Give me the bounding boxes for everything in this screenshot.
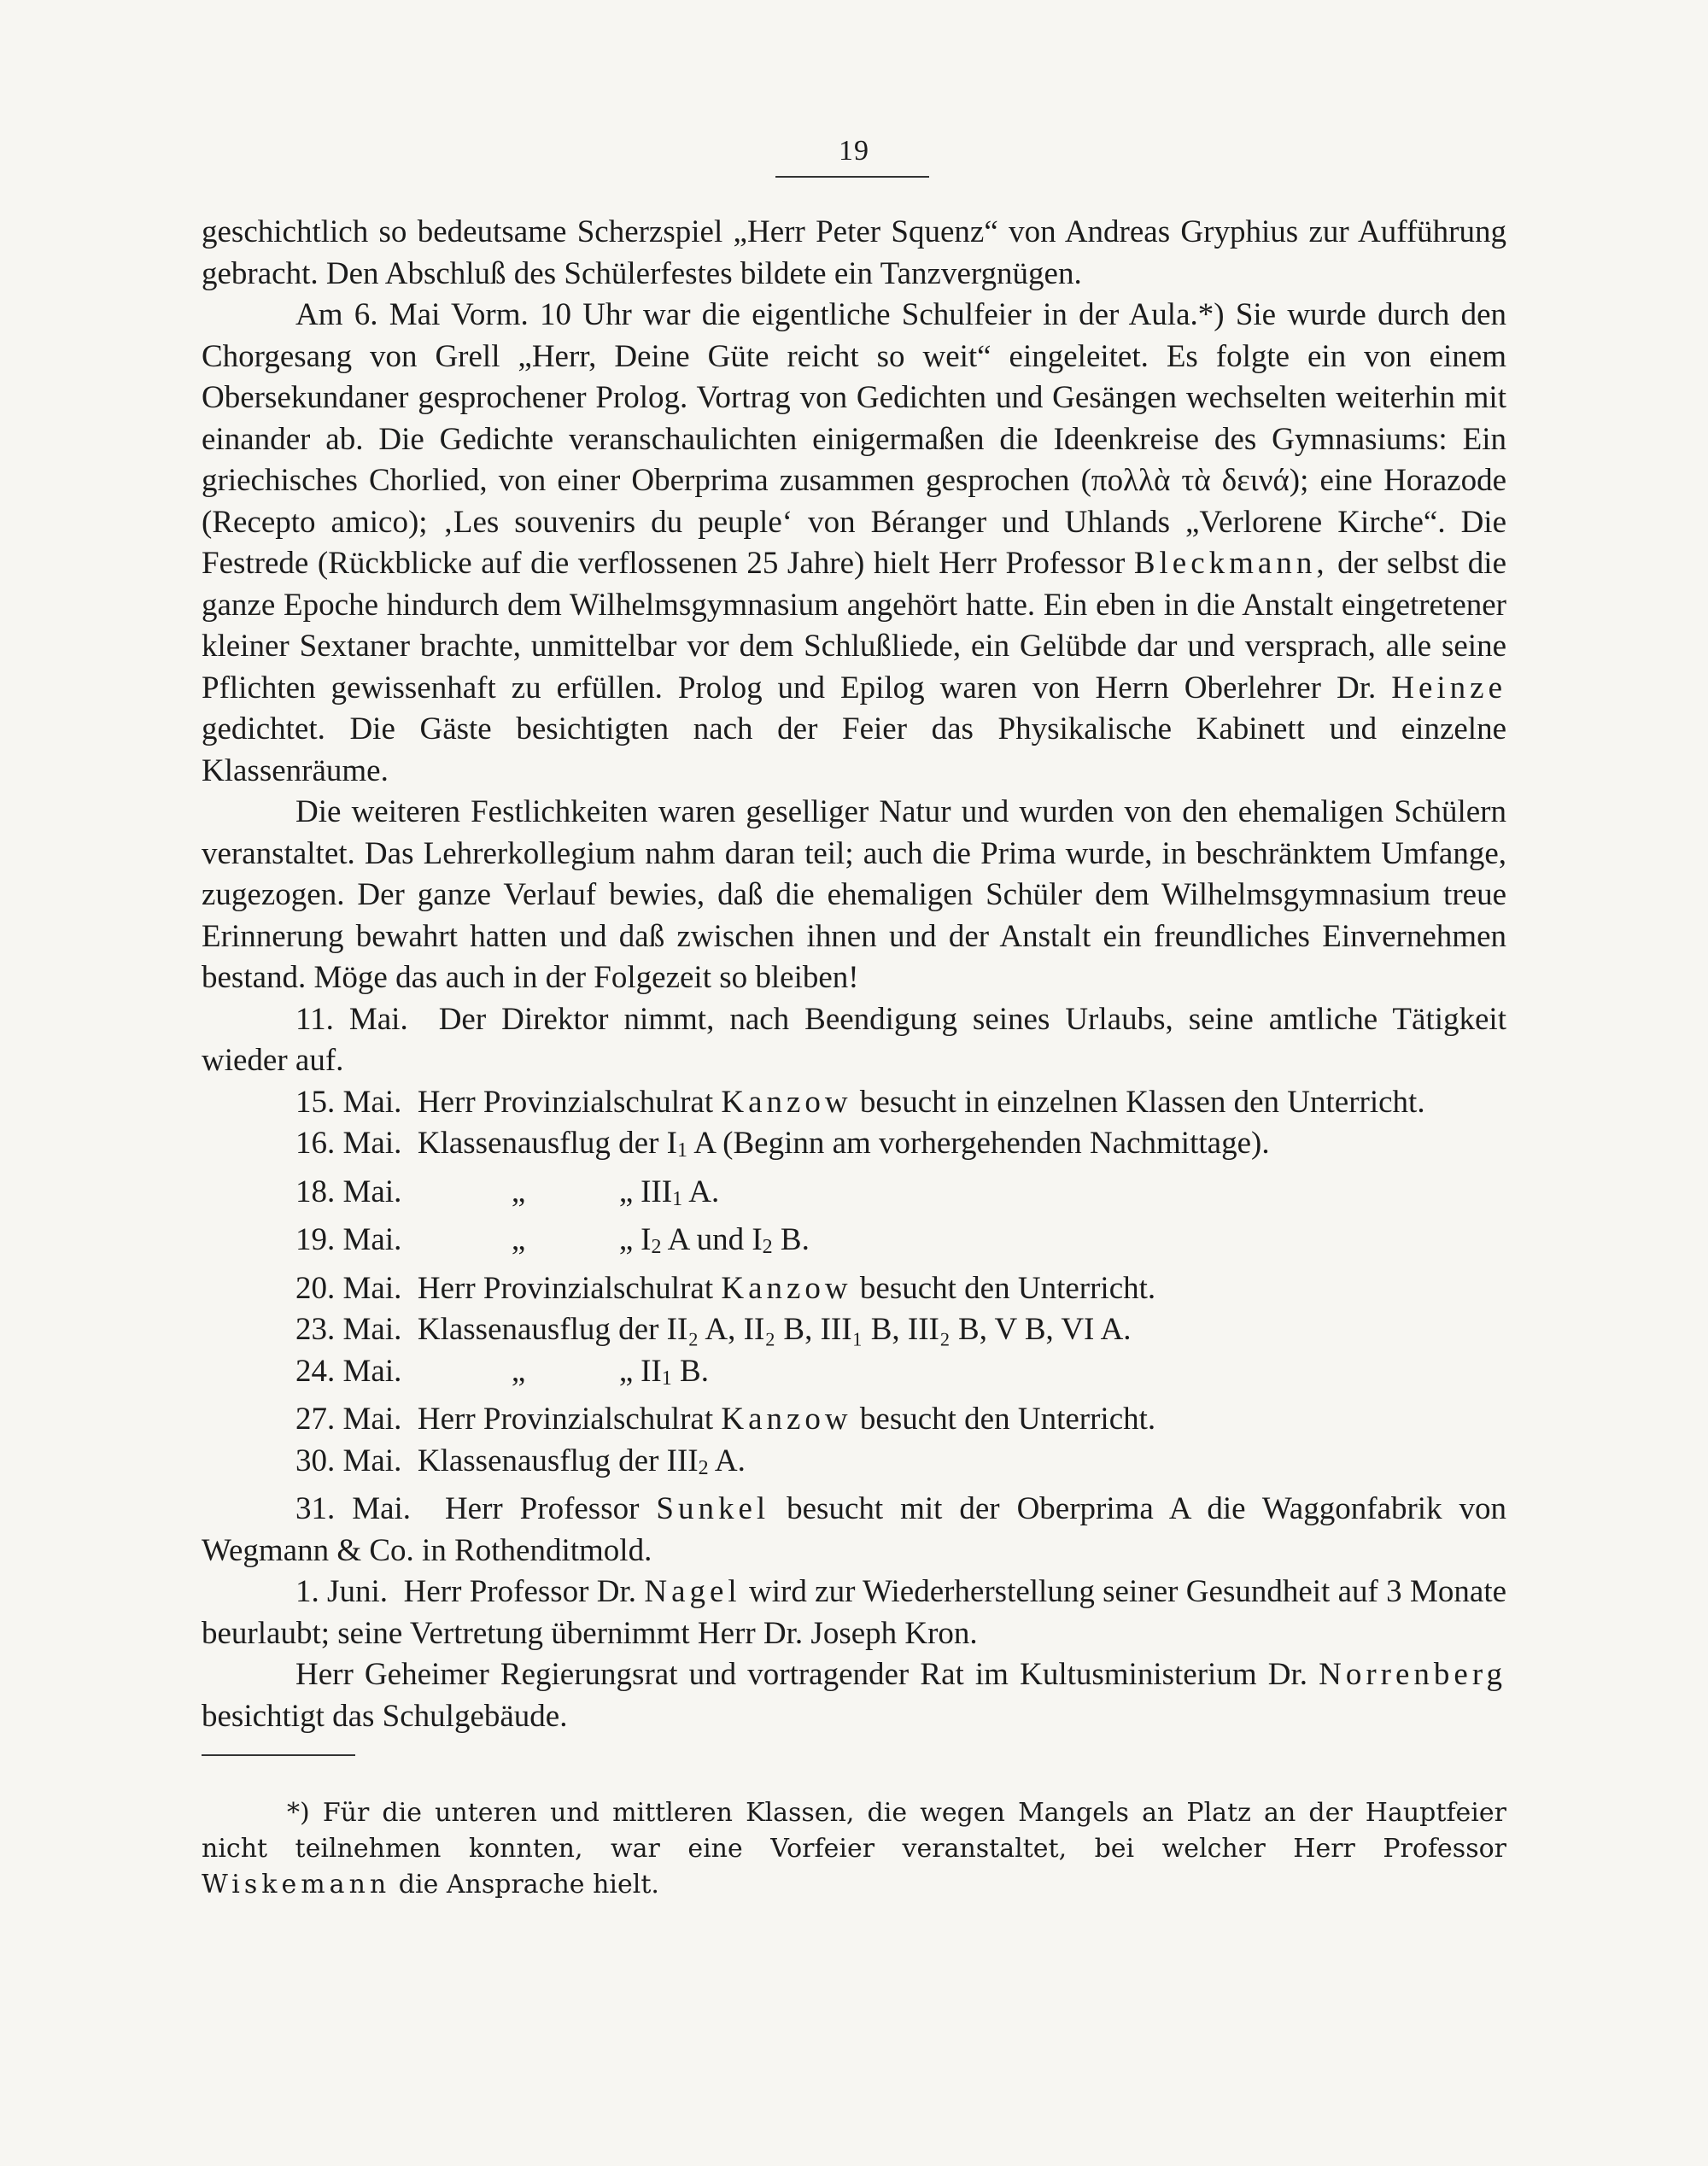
entry-text: Herr Provinzialschulrat [417, 1084, 714, 1120]
entry-text: besucht den Unterricht. [859, 1402, 1156, 1437]
paragraph-2 [202, 295, 1506, 792]
entry-text: Der Direktor nimmt, nach Beendigung seines Urlaubs, seine amtliche Tätigkeit wieder auf. [202, 1001, 1506, 1078]
name-wiskemann: Wiskemann [202, 1870, 391, 1900]
entry-19-mai [202, 1220, 1506, 1268]
entry-27-mai [202, 1399, 1506, 1441]
name-kanzow: Kanzow [721, 1402, 852, 1437]
name-nagel: Nagel [644, 1574, 741, 1609]
entry-text: Klassenausflug der I [417, 1126, 677, 1161]
page-number: 19 [839, 135, 869, 167]
entry-date: 27. Mai. [295, 1402, 402, 1437]
entry-text: besichtigt das Schulgebäude. [202, 1698, 568, 1734]
entry-text: A. [688, 1174, 720, 1209]
entry-date: 23. Mai. [295, 1312, 402, 1347]
entry-date: 11. Mai. [295, 1001, 408, 1037]
name-sunkel: Sunkel [656, 1491, 770, 1526]
entry-text: A und I [667, 1222, 763, 1257]
footnote-rule [202, 1754, 355, 1756]
ditto-mark: „ [618, 1222, 634, 1257]
entry-text: I [640, 1222, 652, 1257]
ditto-mark: „ [618, 1174, 634, 1209]
name-norrenberg: Norrenberg [1319, 1657, 1507, 1692]
entry-30-mai [202, 1441, 1506, 1490]
entry-text: A (Beginn am vorhergehenden Nachmittage). [693, 1126, 1270, 1161]
header-rule [775, 176, 929, 178]
entry-text: A. [714, 1443, 746, 1478]
footnote [202, 1795, 1506, 1903]
entry-18-mai [202, 1172, 1506, 1221]
entry-text: Klassenausflug der II₂ A, II₂ B, III₁ B, III₂ B, V B, VI A. [417, 1312, 1132, 1347]
entry-text: besucht den Unterricht. [859, 1270, 1156, 1306]
entry-text: Herr Geheimer Regierungsrat und vortragender Rat im Kultusministerium Dr. [295, 1657, 1307, 1692]
entry-24-mai [202, 1351, 1506, 1400]
entry-date: 16. Mai. [295, 1126, 402, 1161]
paragraph-3: Die weiteren Festlichkeiten waren geselliger Natur und wurden von den ehemaligen Schülern veranstaltet. Das Lehrerkollegium nahm daran teil; auch die Prima wurde, in beschränktem Umfange, zugezogen. Der ganze Verlauf bewies, daß die ehemaligen Schüler dem Wilhelmsgymnasium treue Erinnerung bewahrt hatten und daß zwischen ihnen und der Anstalt ein freundliches Einvernehmen bestand. Möge das auch in der Folgezeit so bleiben! [202, 794, 1506, 995]
class-subscript: 2 [762, 1236, 773, 1258]
name-bleckmann: Bleckmann, [1133, 546, 1329, 581]
footnote-text: die Ansprache hielt. [398, 1870, 659, 1900]
paragraph-2-cont: der selbst die ganze Epoche hindurch dem Wilhelmsgymnasium angehört hatte. Ein eben in die Anstalt eingetretener kleiner Sextaner brachte, unmittelbar vor dem Schlußliede, ein Gelübde dar und versprach, alle seine Pflichten gewissenhaft zu erfüllen. Prolog und Epilog waren von Herrn Oberlehrer Dr. [202, 546, 1507, 705]
entry-23-mai [202, 1309, 1506, 1351]
class-subscript: 2 [698, 1456, 709, 1479]
class-subscript: 1 [677, 1139, 687, 1162]
ditto-mark: „ [511, 1353, 526, 1389]
entry-text: besucht in einzelnen Klassen den Unterricht. [859, 1084, 1425, 1120]
entry-20-mai [202, 1268, 1506, 1310]
entry-text: B. [780, 1222, 810, 1257]
entry-text: Herr Provinzialschulrat [417, 1402, 714, 1437]
name-heinze: Heinze [1391, 670, 1506, 705]
entry-norrenberg [202, 1654, 1506, 1737]
ditto-mark: „ [618, 1353, 634, 1389]
footnote-text: *) Für die unteren und mittleren Klassen, die wegen Mangels an Platz an der Hauptfeier nicht teilnehmen konnten, war eine Vorfeier veranstaltet, bei welcher Herr Professor [202, 1798, 1506, 1864]
entry-date: 19. Mai. [295, 1222, 402, 1257]
paragraph-1: geschichtlich so bedeutsame Scherzspiel „Herr Peter Squenz“ von Andreas Gryphius zur Aufführung gebracht. Den Abschluß des Schülerfestes bildete ein Tanzvergnügen. [202, 214, 1506, 291]
entry-date: 1. Juni. [295, 1574, 388, 1609]
entry-date: 24. Mai. [295, 1353, 402, 1389]
entry-text: besucht mit der Oberprima A die Waggonfabrik von Wegmann & Co. in Rothenditmold. [202, 1491, 1507, 1568]
ditto-mark: „ [511, 1222, 526, 1257]
ditto-mark: „ [511, 1174, 526, 1209]
paragraph-2-text: Am 6. Mai Vorm. 10 Uhr war die eigentliche Schulfeier in der Aula.*) Sie wurde durch den Chorgesang von Grell „Herr, Deine Güte reicht so weit“ eingeleitet. Es folgte ein von einem Obersekundaner gesprochener Prolog. Vortrag von Gedichten und Gesängen wechselten weiterhin mit einander ab. Die Gedichte veranschaulichten einigermaßen die Ideenkreise des Gymnasiums: Ein griechisches Chorlied, von einer Oberprima zusammen gesprochen (πολλὰ τὰ δεινά); eine Horazode (Recepto amico); ‚Les souvenirs du peuple‘ von Béranger und Uhlands „Verlorene Kirche“. Die Festrede (Rückblicke auf die verflossenen 25 Jahre) hielt Herr Professor [202, 297, 1506, 581]
entry-date: 30. Mai. [295, 1443, 402, 1478]
name-kanzow: Kanzow [721, 1084, 852, 1120]
entry-text: Herr Provinzialschulrat [417, 1270, 714, 1306]
name-kanzow: Kanzow [721, 1270, 852, 1306]
entry-date: 18. Mai. [295, 1174, 402, 1209]
entry-date: 15. Mai. [295, 1084, 402, 1120]
entry-31-mai [202, 1489, 1506, 1572]
class-subscript: 2 [651, 1236, 662, 1258]
entry-11-mai [202, 999, 1506, 1082]
entry-text: III [640, 1174, 673, 1209]
entry-date: 31. Mai. [295, 1491, 412, 1526]
entry-text: wird zur Wiederherstellung seiner Gesundheit auf 3 Monate beurlaubt; seine Vertretung übernimmt Herr Dr. Joseph Kron. [202, 1574, 1507, 1651]
body-text [202, 212, 1506, 1737]
entry-16-mai [202, 1123, 1506, 1172]
entry-text: Herr Professor [444, 1491, 640, 1526]
paragraph-2-end: gedichtet. Die Gäste besichtigten nach der Feier das Physikalische Kabinett und einzelne Klassenräume. [202, 711, 1506, 788]
entry-text: II [640, 1353, 662, 1389]
entry-15-mai [202, 1082, 1506, 1124]
entry-text: B. [680, 1353, 709, 1389]
class-subscript: 1 [672, 1187, 683, 1210]
entry-1-juni [202, 1572, 1506, 1654]
entry-date: 20. Mai. [295, 1270, 402, 1306]
class-subscript: 1 [661, 1367, 672, 1390]
entry-text: Herr Professor Dr. [403, 1574, 637, 1609]
entry-text: Klassenausflug der III [417, 1443, 699, 1478]
